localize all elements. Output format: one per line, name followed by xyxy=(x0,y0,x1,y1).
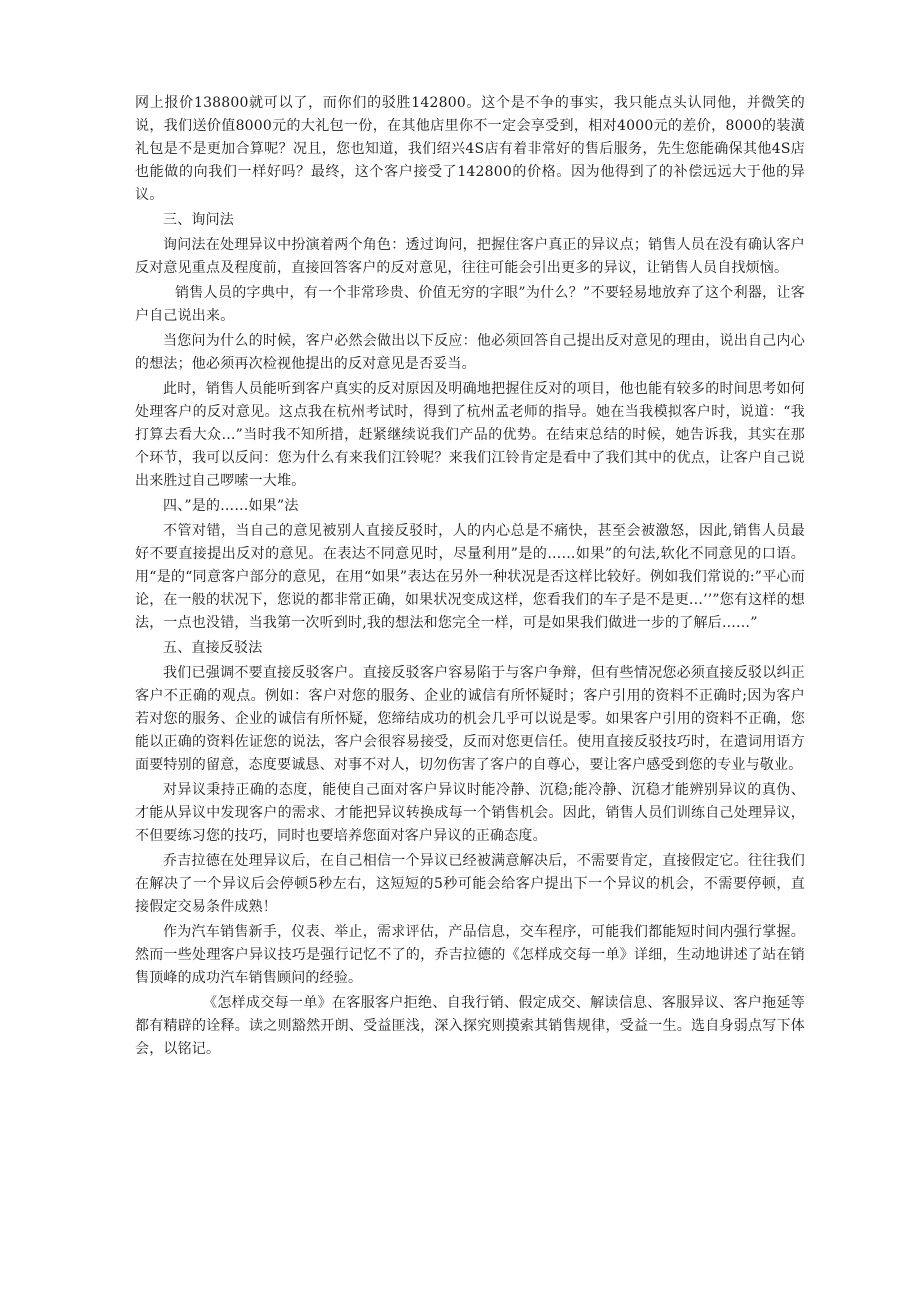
paragraph-why-word: 销售人员的字典中，有一个非常珍贵、价值无穷的字眼”为什么？”不要轻易地放弃了这个利器，让客户自己说出来。 xyxy=(135,285,805,324)
section-heading-yes-if-method: 四、”是的……如果”法 xyxy=(163,498,299,514)
paragraph-new-salesperson: 作为汽车销售新手，仪表、举止，需求评估，产品信息，交车程序，可能我们都能短时间内强行掌握。然而一些处理客户异议技巧是强行记忆不了的，乔吉拉德的《怎样成交每一单》详细，生动地讲述了站在销售顶峰的成功汽车销售顾问的经验。 xyxy=(135,924,805,986)
paragraph-direct-rebuttal: 我们已强调不要直接反驳客户。直接反驳客户容易陷于与客户争辩，但有些情况您必须直接反驳以纠正客户不正确的观点。例如：客户对您的服务、企业的诚信有所怀疑时；客户引用的资料不正确时;因为客户若对您的服务、企业的诚信有所怀疑，您缔结成功的机会几乎可以说是零。如果客户引用的资料不正确，您能以正确的资料佐证您的说法，客户会很容易接受，反而对您更信任。使用直接反驳技巧时，在遣词用语方面要特别的留意，态度要诚恳、对事不对人，切勿伤害了客户的自尊心，要让客户感受到您的专业与敬业。 xyxy=(135,665,805,773)
document-body xyxy=(135,92,805,1063)
paragraph-customer-reaction: 当您问为什么的时候，客户必然会做出以下反应：他必须回答自己提出反对意见的理由，说出自己内心的想法；他必须再次检视他提出的反对意见是否妥当。 xyxy=(135,333,805,372)
paragraph-price-comparison: 网上报价138800就可以了，而你们的驳胜142800。这个是不争的事实，我只能点头认同他，并微笑的说，我们送价值8000元的大礼包一份，在其他店里你不一定会享受到，相对4000元的差价，8000的装潢礼包是不是更加合算呢？况且，您也知道，我们绍兴4S店有着非常好的售后服务，先生您能确保其他4S店也能做的向我们一样好吗？最终，这个客户接受了142800的价格。因为他得到了的补偿远远大于他的异议。 xyxy=(135,95,805,203)
paragraph-inquiry-roles: 询问法在处理异议中扮演着两个角色：透过询问，把握住客户真正的异议点；销售人员在没有确认客户反对意见重点及程度前，直接回答客户的反对意见，往往可能会引出更多的异议，让销售人员自找烦恼。 xyxy=(135,237,805,276)
paragraph-hangzhou-example: 此时，销售人员能听到客户真实的反对原因及明确地把握住反对的项目，他也能有较多的时间思考如何处理客户的反对意见。这点我在杭州考试时，得到了杭州孟老师的指导。她在当我模拟客户时，说道：“我打算去看大众…”当时我不知所措，赶紧继续说我们产品的优势。在结束总结的时候，她告诉我，其实在那个环节，我可以反问：您为什么有来我们江铃呢？来我们江铃肯定是看中了我们其中的优点，让客户自己说出来胜过自己啰嗦一大堆。 xyxy=(135,381,805,489)
paragraph-joe-girard-assume: 乔吉拉德在处理异议后，在自己相信一个异议已经被满意解决后，不需要肯定，直接假定它。往往我们在解决了一个异议后会停顿5秒左右，这短短的5秒可能会给客户提出下一个异议的机会，不需要停顿，直接假定交易条件成熟！ xyxy=(135,853,805,915)
paragraph-yes-if-explanation: 不管对错，当自己的意见被别人直接反驳时，人的内心总是不痛快，甚至会被激怒，因此,销售人员最好不要直接提出反对的意见。在表达不同意见时，尽量利用”是的……如果”的句法,软化不同意见的口语。用“是的“同意客户部分的意见，在用“如果”表达在另外一种状况是否这样比较好。例如我们常说的:”平心而论，在一般的状况下，您说的都非常正确，如果状况变成这样，您看我们的车子是不是更…’’”您有这样的想法，一点也没错，当我第一次听到时,我的想法和您完全一样，可是如果我们做进一步的了解后……” xyxy=(135,523,805,631)
paragraph-book-summary: 《怎样成交每一单》在客服客户拒绝、自我行销、假定成交、解读信息、客服异议、客户拖延等都有精辟的诠释。读之则豁然开朗、受益匪浅，深入探究则摸索其销售规律，受益一生。选自身弱点写下体会，以铭记。 xyxy=(135,995,805,1057)
paragraph-correct-attitude: 对异议秉持正确的态度，能使自己面对客户异议时能冷静、沉稳;能冷静、沉稳才能辨别异议的真伪、才能从异议中发现客户的需求、才能把异议转换成每一个销售机会。因此，销售人员们训练自己处理异议，不但要练习您的技巧，同时也要培养您面对客户异议的正确态度。 xyxy=(135,782,805,844)
section-heading-direct-rebuttal: 五、直接反驳法 xyxy=(163,640,263,656)
section-heading-inquiry-method: 三、询问法 xyxy=(163,212,234,228)
